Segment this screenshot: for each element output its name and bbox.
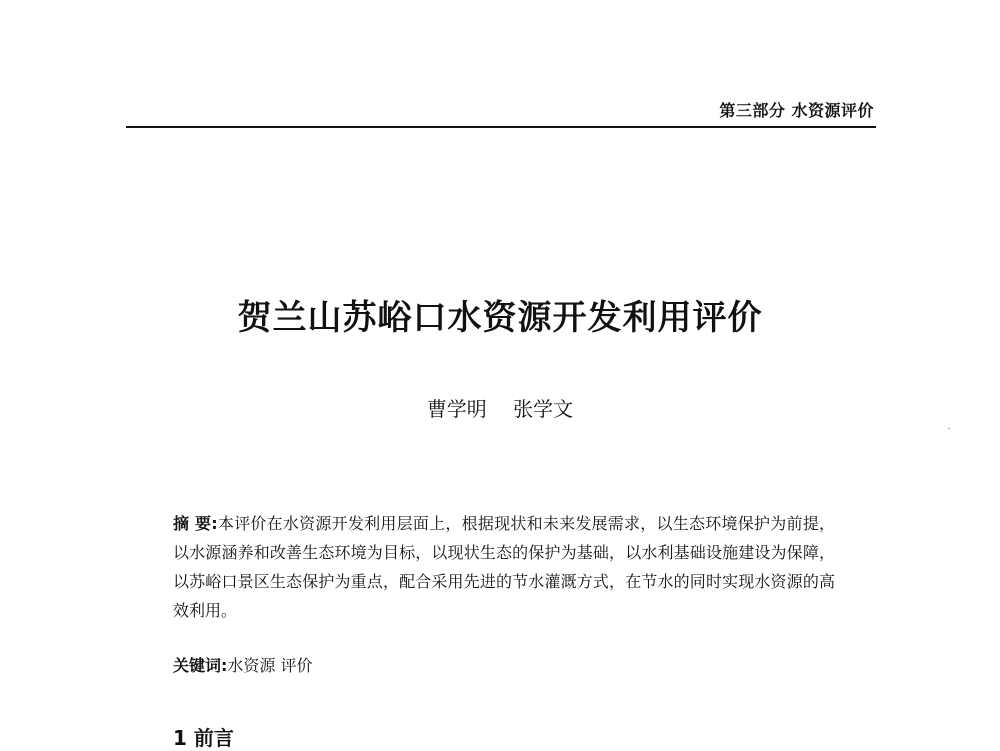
- running-head: [126, 96, 876, 128]
- scan-speck: [948, 428, 950, 429]
- author-name: 曹学明: [426, 397, 487, 421]
- keywords-text: 水资源 评价: [227, 656, 313, 675]
- abstract-label: 摘 要:: [173, 514, 218, 533]
- abstract: [173, 509, 835, 625]
- section-heading: 1 前言: [173, 726, 234, 750]
- author-name: 张学文: [513, 397, 574, 421]
- running-head-text: 第三部分 水资源评价: [719, 101, 874, 120]
- paper-title: 贺兰山苏峪口水资源开发利用评价: [237, 298, 763, 338]
- author-list: [0, 393, 1000, 422]
- abstract-text: 本评价在水资源开发利用层面上，根据现状和未来发展需求，以生态环境保护为前提，以水源涵养和改善生态环境为目标，以现状生态的保护为基础，以水利基础设施建设为保障，以苏峪口景区生态保护为重点，配合采用先进的节水灌溉方式，在节水的同时实现水资源的高效利用。: [173, 514, 835, 620]
- keywords-label: 关键词:: [173, 656, 228, 675]
- keywords: [173, 654, 313, 678]
